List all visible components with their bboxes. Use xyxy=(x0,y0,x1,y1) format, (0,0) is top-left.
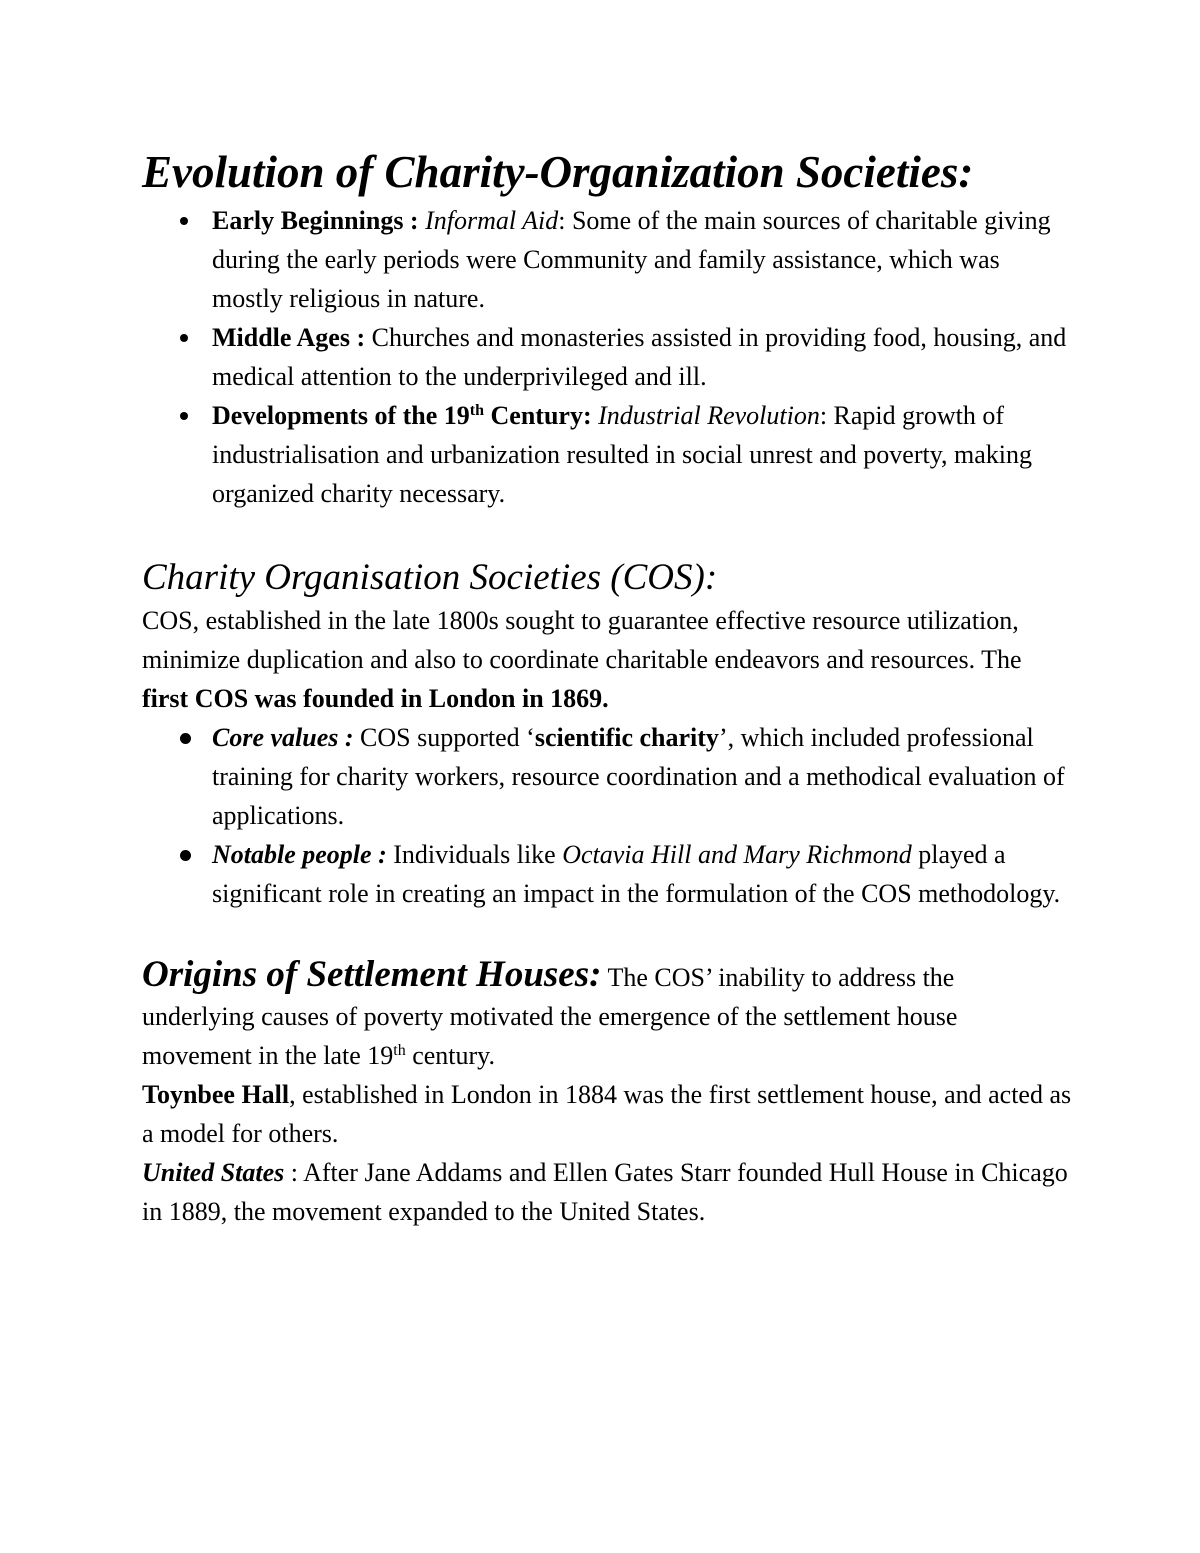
list-item-notable-people: Notable people : Individuals like Octavia Hill and Mary Richmond played a significant role in creating an impact in the formulation of the COS methodology. xyxy=(142,835,1072,913)
bullet-icon xyxy=(180,850,191,861)
cos-intro-paragraph: COS, established in the late 1800s sought to guarantee effective resource utilization, minimize duplication and also to coordinate charitable endeavors and resources. The first COS was founded in London in 1869. xyxy=(142,606,1022,713)
item-sublabel: Industrial Revolution xyxy=(598,401,820,430)
section-title-evolution: Evolution of Charity-Organization Societies: xyxy=(142,147,974,197)
section-title-settlement: Origins of Settlement Houses: xyxy=(142,954,602,995)
item-label: Early Beginnings : xyxy=(212,206,426,235)
item-sublabel: Informal Aid xyxy=(425,206,559,235)
list-item-19th-century xyxy=(142,396,1072,513)
section-title-cos: Charity Organisation Societies (COS): xyxy=(142,557,718,598)
evolution-list xyxy=(142,201,1072,513)
item-text: : Some of the main sources of charitable giving during the early periods were Community and family assistance, which was mostly religious in nature. xyxy=(212,206,1051,313)
item-label: Developments of the 19th Century: xyxy=(212,401,599,430)
bullet-icon xyxy=(180,217,188,225)
list-item-middle-ages xyxy=(142,318,1072,396)
item-label: Middle Ages : xyxy=(212,323,372,352)
cos-list xyxy=(142,718,1072,913)
document-page xyxy=(142,145,1072,1231)
item-label: Notable people : xyxy=(212,840,394,869)
bullet-icon xyxy=(180,334,188,342)
bullet-icon xyxy=(180,733,191,744)
settlement-paragraph: Origins of Settlement Houses: The COS’ inability to address the underlying causes of poverty motivated the emergence of the settlement house movement in the late 19th century. xyxy=(142,954,958,1070)
toynbee-paragraph: Toynbee Hall, established in London in 1884 was the first settlement house, and acted as a model for others. xyxy=(142,1080,1072,1148)
list-item-core-values: Core values : COS supported ‘scientific charity’, which included professional training for charity workers, resource coordination and a methodical evaluation of applications. xyxy=(142,718,1072,835)
item-label: Core values : xyxy=(212,723,361,752)
bullet-icon xyxy=(180,412,188,420)
list-item-early-beginnings xyxy=(142,201,1072,318)
united-states-paragraph: United States : After Jane Addams and Ellen Gates Starr founded Hull House in Chicago in 1889, the movement expanded to the United States. xyxy=(142,1158,1068,1226)
item-text: : Rapid growth of industrialisation and urbanization resulted in social unrest and poverty, making organized charity necessary. xyxy=(212,401,1033,508)
item-text: Churches and monasteries assisted in providing food, housing, and medical attention to the underprivileged and ill. xyxy=(212,323,1067,391)
